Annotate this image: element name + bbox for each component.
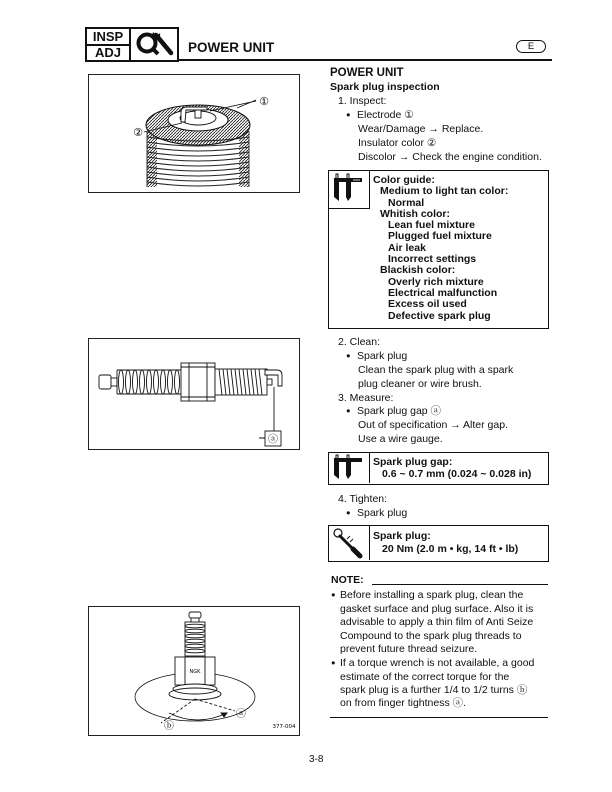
rib — [133, 370, 138, 394]
thread-line — [147, 167, 249, 171]
gap-callout-label: ⓐ — [268, 434, 278, 446]
tightening-figure — [88, 606, 300, 736]
step2-item: Spark plug — [357, 350, 408, 362]
section-title: POWER UNIT — [330, 67, 404, 79]
color-guide-group-heading: Medium to light tan color: — [380, 185, 509, 198]
note-line: Before installing a spark plug, clean the — [340, 589, 524, 601]
thread-line — [147, 182, 249, 186]
rib — [119, 370, 124, 394]
gap-spec-value: 0.6 ~ 0.7 mm (0.024 ~ 0.028 in) — [382, 468, 532, 480]
header-rule — [179, 59, 552, 61]
section-icon-box — [129, 27, 179, 62]
wrench-scale — [347, 536, 353, 542]
step3-heading: 3. Measure: — [338, 392, 394, 404]
badge-top-label: INSP — [92, 29, 124, 44]
color-guide-icon-cell — [329, 171, 370, 209]
color-guide-item: Normal — [388, 196, 425, 209]
step2-line: Clean the spark plug with a spark — [358, 364, 514, 376]
gap-figure — [88, 338, 300, 450]
rib — [140, 370, 145, 394]
color-guide-item: Overly rich mixture — [388, 275, 484, 288]
note-line: If a torque wrench is not available, a good — [340, 657, 535, 669]
tightening-illustration — [89, 607, 299, 735]
torque-wrench-icon — [329, 526, 367, 560]
gap-illustration — [89, 339, 299, 449]
electrode-illustration — [89, 75, 299, 192]
caliper-sliding-jaw — [346, 462, 351, 479]
magnifier-handle — [153, 49, 158, 54]
step3-item: Spark plug gap ⓐ — [357, 405, 442, 417]
step3-line: Out of specification → Alter gap. — [358, 419, 508, 431]
insp-adj-badge — [85, 27, 131, 62]
note-end-rule — [330, 717, 548, 718]
caliper-fixed-jaw — [334, 462, 339, 479]
thread-section — [215, 369, 267, 395]
note-line: prevent future thread seizure. — [340, 643, 478, 655]
color-guide-item: Air leak — [388, 241, 426, 254]
gap-spec-label: Spark plug gap: — [373, 456, 453, 468]
step1-line: Insulator color ② — [358, 137, 437, 149]
caliper-fixed-jaw — [334, 182, 339, 201]
step1-line: Wear/Damage → Replace. — [358, 123, 484, 135]
terminal-shaft — [111, 378, 117, 386]
step4-bullet: ● — [346, 508, 351, 517]
color-guide-item: Lean fuel mixture — [388, 219, 475, 232]
step1-bullet: ● — [346, 110, 351, 119]
step1-line: Discolor → Check the engine condition. — [358, 151, 542, 163]
note-bullet: ● — [331, 590, 336, 599]
callout-2-label: ② — [133, 126, 143, 139]
torque-spec-value: 20 Nm (2.0 m • kg, 14 ft • lb) — [382, 543, 519, 555]
insulator-ribs — [117, 370, 181, 394]
color-guide-group-heading: Blackish color: — [380, 264, 456, 277]
thread-line — [147, 162, 249, 166]
rib — [126, 370, 131, 394]
color-guide-item: Electrical malfunction — [388, 286, 498, 299]
wrench-grip — [353, 549, 360, 556]
thread-line — [147, 157, 249, 161]
center-electrode — [195, 110, 201, 118]
torque-spec-icon-cell — [329, 526, 370, 560]
rib — [168, 370, 173, 394]
wrench-magnifier-icon — [131, 29, 177, 60]
note-line: estimate of the correct torque for the — [340, 671, 510, 683]
caliper-beam — [334, 458, 362, 462]
center-electrode — [267, 379, 272, 385]
step4-item: Spark plug — [357, 507, 408, 519]
hex-nut — [181, 363, 215, 401]
note-rule — [372, 584, 548, 585]
thread-line — [147, 152, 249, 156]
thread-line — [147, 172, 249, 176]
color-guide-item: Plugged fuel mixture — [388, 230, 492, 243]
note-bullet: ● — [331, 658, 336, 667]
turn-line — [195, 699, 235, 711]
thread-line — [147, 177, 249, 181]
subsection-title: Spark plug inspection — [330, 81, 440, 93]
tightening-callout-a: ⓐ — [236, 709, 246, 720]
page-number: 3-8 — [309, 754, 324, 765]
caliper-icon — [329, 171, 367, 207]
color-guide-title: Color guide: — [373, 174, 435, 186]
hex-marking: NGK — [189, 669, 201, 675]
caliper-icon — [329, 453, 367, 483]
language-mark: E — [516, 40, 546, 53]
step2-line: plug cleaner or wire brush. — [358, 378, 482, 390]
caliper-sliding-jaw — [346, 182, 351, 201]
header-title: POWER UNIT — [188, 40, 275, 55]
note-line: Compound to the spark plug threads to — [340, 630, 522, 642]
step3-bullet: ● — [346, 406, 351, 415]
step1-heading: 1. Inspect: — [338, 95, 387, 107]
step2-bullet: ● — [346, 351, 351, 360]
note-line: gasket surface and plug surface. Also it is — [340, 603, 534, 615]
gap-spec-icon-cell — [329, 453, 370, 483]
rib — [147, 370, 152, 394]
torque-spec-label: Spark plug: — [373, 530, 431, 542]
color-guide-group-heading: Whitish color: — [380, 207, 450, 220]
plug-terminal — [189, 612, 201, 618]
rib — [154, 370, 159, 394]
terminal-nut — [99, 375, 111, 389]
color-guide-item: Incorrect settings — [388, 253, 477, 266]
electrode-figure — [88, 74, 300, 193]
color-guide-item: Defective spark plug — [388, 309, 491, 322]
step3-line: Use a wire gauge. — [358, 433, 443, 445]
note-line: spark plug is a further 1/4 to 1/2 turns ⓑ — [340, 684, 528, 696]
callout-1-label: ① — [259, 95, 269, 108]
color-guide-item: Excess oil used — [388, 298, 467, 311]
step4-heading: 4. Tighten: — [338, 493, 388, 505]
badge-bottom-label: ADJ — [94, 45, 121, 60]
step2-heading: 2. Clean: — [338, 336, 381, 348]
plug-insulator-ribs — [185, 622, 205, 656]
caliper-upper-jaws — [336, 455, 349, 458]
color-guide-text — [373, 175, 508, 322]
step1-item: Electrode ① — [357, 109, 414, 121]
rib — [161, 370, 166, 394]
tightening-callout-b: ⓑ — [164, 721, 174, 732]
figure-code: 377-004 — [272, 724, 296, 730]
callout-1-leaders — [210, 100, 256, 111]
note-line: advisable to apply a thin film of Anti Seize — [340, 616, 534, 628]
hex-body — [181, 363, 215, 401]
caliper-upper-jaws — [336, 174, 349, 178]
note-line: on from finger tightness ⓐ. — [340, 697, 467, 709]
note-label: NOTE: — [331, 574, 364, 586]
thread-line — [147, 147, 249, 151]
rib — [175, 370, 180, 394]
